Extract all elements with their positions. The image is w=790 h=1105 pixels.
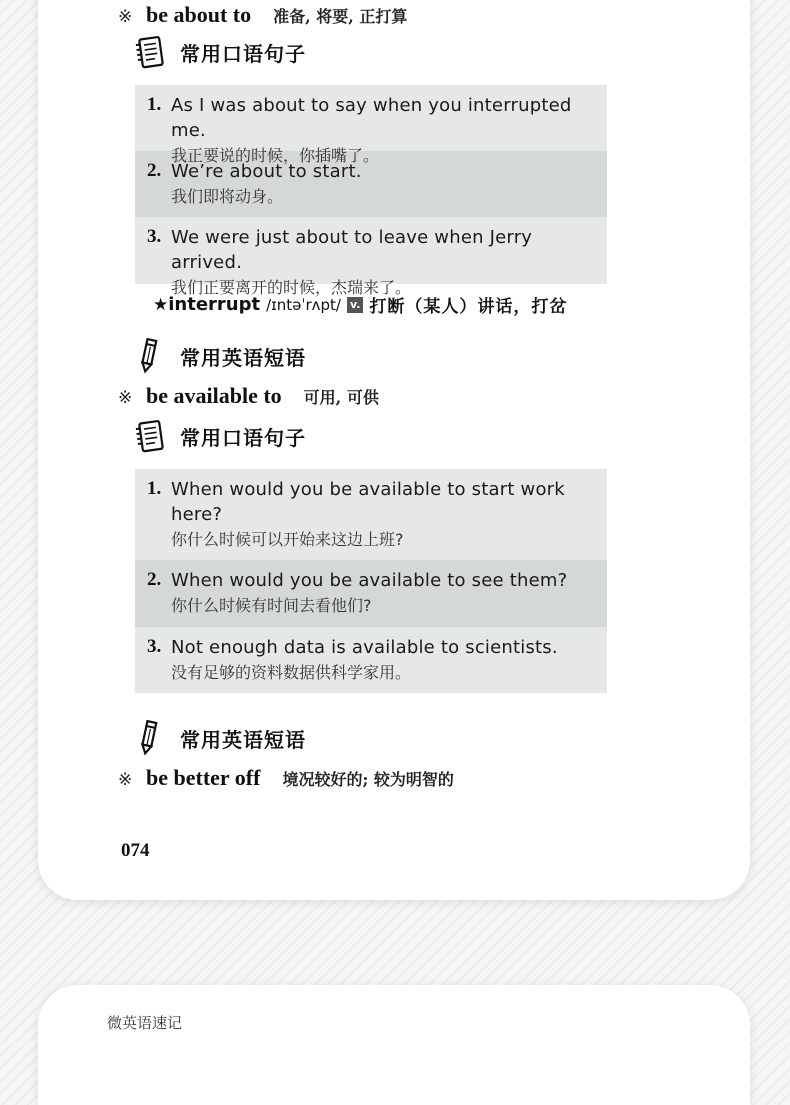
sentence-chinese: 你什么时候可以开始来这边上班? xyxy=(171,530,404,549)
phrase-chinese: 准备, 将要, 正打算 xyxy=(273,7,408,26)
phrase-chinese: 境况较好的; 较为明智的 xyxy=(282,770,454,789)
phrase-chinese: 可用, 可供 xyxy=(303,388,379,407)
pencil-icon xyxy=(132,338,172,374)
sentence-number: 3. xyxy=(147,226,162,247)
sentence-list xyxy=(135,469,607,693)
sentence-row xyxy=(135,85,607,165)
star-icon: ★ xyxy=(153,294,169,315)
pencil-icon xyxy=(132,720,172,756)
book-page-next xyxy=(38,985,750,1105)
sentence-chinese: 你什么时候有时间去看他们? xyxy=(171,596,372,615)
part-of-speech-badge: v. xyxy=(347,297,363,313)
sentence-number: 1. xyxy=(147,94,162,115)
sentence-number: 2. xyxy=(147,160,162,181)
sentence-english: As I was about to say when you interrupted me. xyxy=(171,95,572,141)
section-title: 常用口语句子 xyxy=(180,41,306,66)
vocab-word: interrupt xyxy=(168,294,261,315)
notepad-icon xyxy=(132,34,172,70)
sentence-row xyxy=(135,217,607,297)
sentence-chinese: 我们正要离开的时候，杰瑞来了。 xyxy=(171,278,412,297)
sentence-english: We were just about to leave when Jerry arrived. xyxy=(171,227,533,273)
section-title: 常用英语短语 xyxy=(180,727,306,752)
sentence-row xyxy=(135,627,607,693)
reference-mark-icon: ※ xyxy=(118,770,133,790)
phrase-entry xyxy=(118,383,379,409)
sentence-chinese: 我正要说的时候，你插嘴了。 xyxy=(171,146,380,165)
section-header-phrases xyxy=(132,720,306,756)
section-header-phrases xyxy=(132,338,306,374)
reference-mark-icon: ※ xyxy=(118,388,133,408)
sentence-english: When would you be available to see them? xyxy=(171,570,568,591)
phrase-english: be better off xyxy=(146,765,261,790)
phrase-english: be about to xyxy=(146,2,252,27)
sentence-number: 2. xyxy=(147,569,162,590)
vocab-pronunciation: /ɪntəˈrʌpt/ xyxy=(266,295,341,314)
section-title: 常用口语句子 xyxy=(180,425,306,450)
sentence-number: 3. xyxy=(147,636,162,657)
sentence-row xyxy=(135,151,607,217)
sentence-english: We’re about to start. xyxy=(171,161,362,182)
section-title: 常用英语短语 xyxy=(180,345,306,370)
reference-mark-icon: ※ xyxy=(118,7,133,27)
sentence-english: When would you be available to start work here? xyxy=(171,479,565,525)
sentence-row xyxy=(135,469,607,560)
sentence-number: 1. xyxy=(147,478,162,499)
vocab-definition: 打断（某人）讲话，打岔 xyxy=(369,297,568,317)
section-header-spoken xyxy=(132,34,306,70)
book-title-header: 微英语速记 xyxy=(107,1014,183,1032)
phrase-entry xyxy=(118,765,454,791)
notepad-icon xyxy=(132,418,172,454)
sentence-row xyxy=(135,560,607,627)
sentence-english: Not enough data is available to scientists. xyxy=(171,637,558,658)
phrase-entry xyxy=(118,2,407,28)
phrase-english: be available to xyxy=(146,383,282,408)
sentence-chinese: 我们即将动身。 xyxy=(171,187,284,206)
sentence-list xyxy=(135,85,607,297)
vocab-entry xyxy=(153,292,567,317)
sentence-chinese: 没有足够的资料数据供科学家用。 xyxy=(171,663,412,682)
section-header-spoken xyxy=(132,418,306,454)
page-number: 074 xyxy=(121,840,150,861)
